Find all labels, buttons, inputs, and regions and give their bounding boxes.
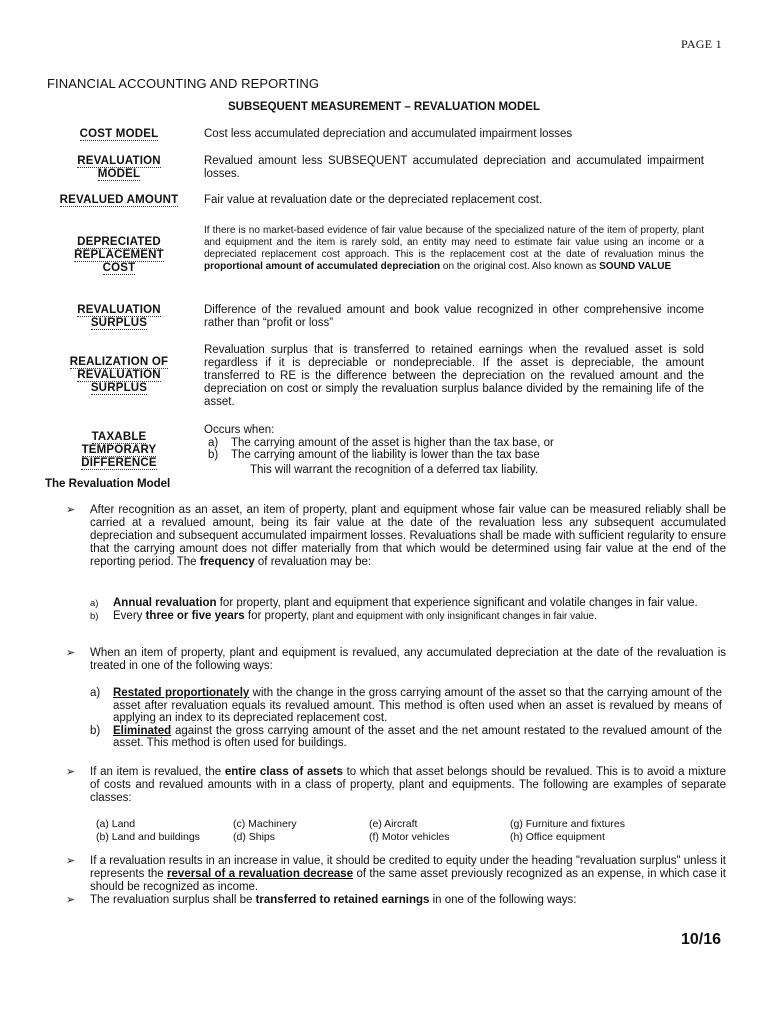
table-cell: (h) Office equipment [510, 830, 605, 843]
list-item: a) Annual revaluation for property, plant and equipment that experience significant and volatile changes in fair value. [90, 597, 698, 609]
list-item: a) The carrying amount of the asset is higher than the tax base, or [208, 436, 554, 449]
table-cell: (a) Land [96, 818, 136, 830]
bullet-arrow-icon: ➢ [66, 766, 76, 778]
bullet-arrow-icon: ➢ [66, 647, 76, 659]
term-revaluation-surplus: REVALUATION SURPLUS [77, 304, 161, 329]
def-revaluation-surplus: Difference of the revalued amount and book value recognized in other comprehensive income rather than “profit or loss” [204, 304, 704, 329]
revaluation-model-heading: The Revaluation Model [45, 478, 171, 490]
section-title: SUBSEQUENT MEASUREMENT – REVALUATION MODEL [227, 101, 540, 113]
def-taxable-temporary-difference [204, 424, 704, 476]
def-depreciated-replacement-cost: If there is no market-based evidence of fair value because of the specialized nature of the item of property, plant and equipment and the item is rarely sold, an entity may need to estimate fair value using an income or a depreciated replacement cost approach. This is the replacement cost at the date of revaluation minus the proportional amount of accumulated depreciation on the original cost. Also known as SOUND VALUE [204, 225, 704, 272]
page-number-header: PAGE 1 [680, 37, 722, 51]
bullet-accumulated-depreciation: ➢ When an item of property, plant and equipment is revalued, any accumulated depreciation at the date of the revaluation is treated in one of the following ways: [66, 647, 726, 672]
asset-classes-table [96, 818, 716, 843]
table-cell: (f) Motor vehicles [369, 830, 450, 843]
bullet-entire-class: ➢ If an item is revalued, the entire class of assets to which that asset belongs should be revalued. This is to avoid a mixture of costs and revalued amounts with in a class of property, plant and equipments. The following are examples of separate classes: [66, 766, 726, 804]
deferred-tax-note: This will warrant the recognition of a deferred tax liability. [250, 463, 539, 476]
bullet-arrow-icon: ➢ [66, 504, 76, 516]
course-title: FINANCIAL ACCOUNTING AND REPORTING [47, 76, 320, 91]
table-cell: (b) Land and buildings [96, 830, 200, 843]
page-counter: 10/16 [680, 931, 721, 948]
bullet-revaluation-increase: ➢ If a revaluation results in an increase in value, it should be credited to equity under the heading "revaluation surplus" unless it represents the reversal of a revaluation decrease of the same asset previously recognized as an expense, in which case it should be recognized as income. [66, 855, 726, 893]
term-revaluation-model: REVALUATION MODEL [77, 155, 161, 180]
bullet-revalued-amount: ➢ After recognition as an asset, an item of property, plant and equipment whose fair value can be measured reliably shall be carried at a revalued amount, being its fair value at the date of the revaluation less any subsequent accumulated depreciation and subsequent accumulated impairment losses. Revaluations shall be made with sufficient regularity to ensure that the carrying amount does not differ materially from that which would be determined using fair value at the end of the reporting period. The frequency of revaluation may be: [66, 504, 726, 568]
list-item: b) Eliminated against the gross carrying amount of the asset and the net amount restated to the revalued amount of the asset. This method is often used for buildings. [90, 724, 722, 749]
bullet-arrow-icon: ➢ [66, 894, 76, 906]
table-row [96, 831, 716, 844]
term-taxable-temporary-difference: TAXABLE TEMPORARY DIFFERENCE [81, 431, 157, 469]
occurs-when-label: Occurs when: [204, 424, 275, 436]
table-cell: (c) Machinery [233, 818, 297, 830]
table-row [96, 818, 716, 831]
list-item: b) The carrying amount of the liability is lower than the tax base [208, 449, 540, 461]
depreciation-treatment-list [90, 687, 722, 750]
term-realization-of-revaluation-surplus: REALIZATION OF REVALUATION SURPLUS [69, 356, 169, 394]
def-revaluation-model: Revalued amount less SUBSEQUENT accumulated depreciation and accumulated impairment losses. [204, 155, 704, 180]
list-item: a) Restated proportionately with the change in the gross carrying amount of the asset so that the carrying amount of the asset after revaluation equals its revalued amount. This method is often used when an asset is revalued by means of applying an index to its depreciated replacement cost. [90, 687, 722, 724]
frequency-list [90, 597, 722, 623]
term-cost-model: COST MODEL [79, 128, 159, 140]
bullet-transfer-to-retained-earnings: ➢ The revaluation surplus shall be transferred to retained earnings in one of the following ways: [66, 894, 577, 906]
def-revalued-amount: Fair value at revaluation date or the depreciated replacement cost. [204, 194, 543, 206]
table-cell: (d) Ships [233, 830, 276, 843]
list-item: b) Every three or five years for property, plant and equipment with only insignificant changes in fair value. [90, 609, 597, 622]
term-depreciated-replacement-cost: DEPRECIATED REPLACEMENT COST [74, 236, 164, 274]
def-realization-of-revaluation-surplus: Revaluation surplus that is transferred to retained earnings when the revalued asset is sold regardless if it is depreciable or nondepreciable. If the asset is depreciable, the amount transferred to RE is the difference between the depreciation on the revalued amount and the depreciation on cost or simply the revaluation surplus balance divided by the remaining life of the asset. [204, 344, 704, 408]
def-cost-model: Cost less accumulated depreciation and accumulated impairment losses [204, 128, 573, 140]
table-cell: (e) Aircraft [369, 818, 418, 830]
bullet-arrow-icon: ➢ [66, 855, 76, 867]
table-cell: (g) Furniture and fixtures [510, 818, 625, 830]
term-revalued-amount: REVALUED AMOUNT [59, 194, 179, 206]
